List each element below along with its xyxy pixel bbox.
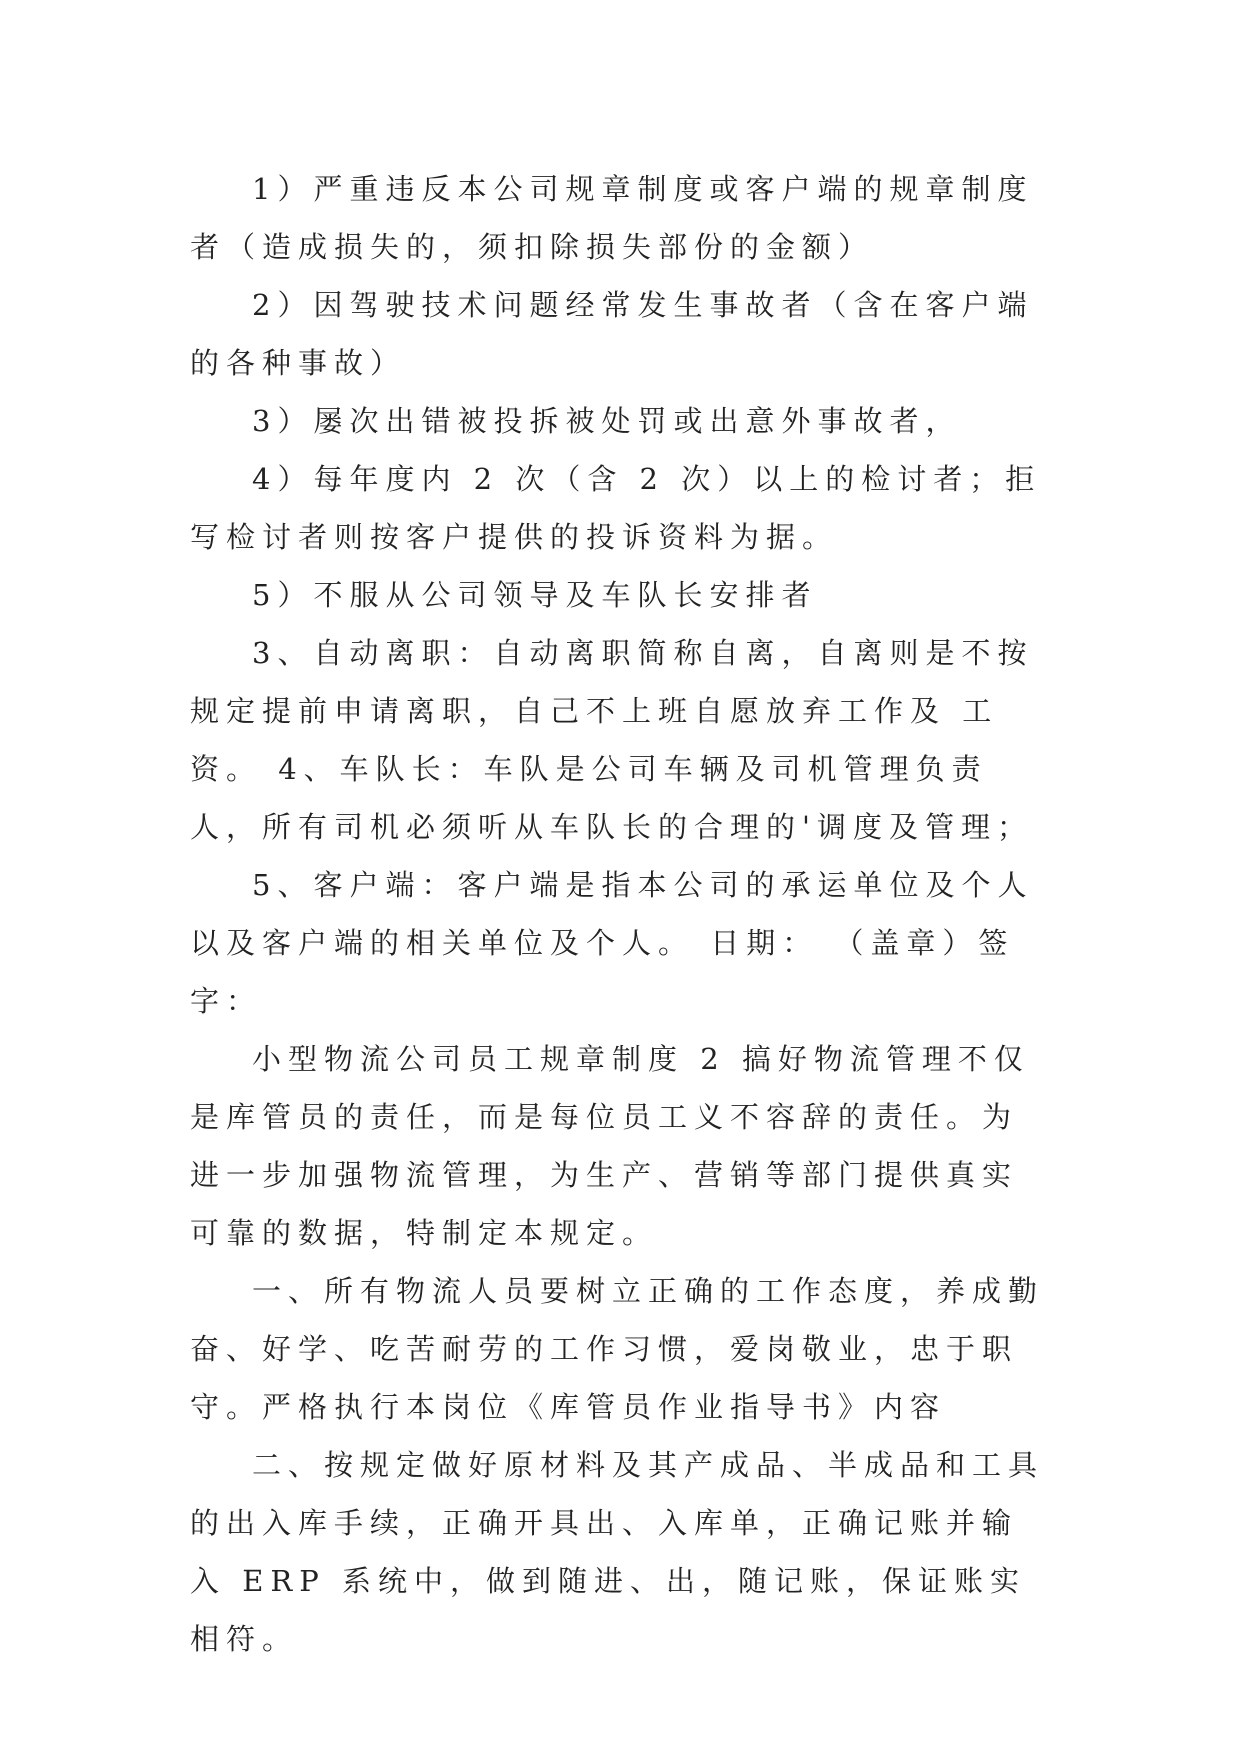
paragraph-violations-3: 3）屡次出错被投拆被处罚或出意外事故者， (252, 404, 962, 438)
paragraph-rule-one: 一、所有物流人员要树立正确的工作态度，养成勤奋、好学、吃苦耐劳的工作习惯，爱岗敬业，忠于职守。严格执行本岗位《库管员作业指导书》内容 (190, 1274, 1045, 1424)
paragraph-violations-4: 4）每年度内 2 次（含 2 次）以上的检讨者；拒写检讨者则按客户提供的投诉资料为据。 (190, 462, 1042, 554)
paragraph-regulation-intro: 小型物流公司员工规章制度 2 搞好物流管理不仅是库管员的责任，而是每位员工义不容辞的责任。为进一步加强物流管理，为生产、营销等部门提供真实可靠的数据，特制定本规定。 (190, 1042, 1030, 1250)
paragraph-violations-5: 5）不服从公司领导及车队长安排者 (252, 578, 818, 612)
paragraph-resignation-fleet-leader: 3、自动离职：自动离职简称自离，自离则是不按规定提前申请离职，自己不上班自愿放弃工作及 工资。 4、车队长：车队是公司车辆及司机管理负责人，所有司机必须听从车队长的合理的'调度及管理； (190, 636, 1034, 844)
document-body (190, 160, 1050, 1668)
paragraph-violations-1: 1）严重违反本公司规章制度或客户端的规章制度者（造成损失的，须扣除损失部份的金额） (190, 172, 1034, 264)
paragraph-violations-2: 2）因驾驶技术问题经常发生事故者（含在客户端的各种事故） (190, 288, 1034, 380)
paragraph-rule-two: 二、按规定做好原材料及其产成品、半成品和工具的出入库手续，正确开具出、入库单，正确记账并输入 ERP 系统中，做到随进、出，随记账，保证账实相符。 (190, 1448, 1045, 1656)
paragraph-client-side-signature: 5、客户端：客户端是指本公司的承运单位及个人以及客户端的相关单位及个人。 日期： （盖章）签字： (190, 868, 1034, 1018)
